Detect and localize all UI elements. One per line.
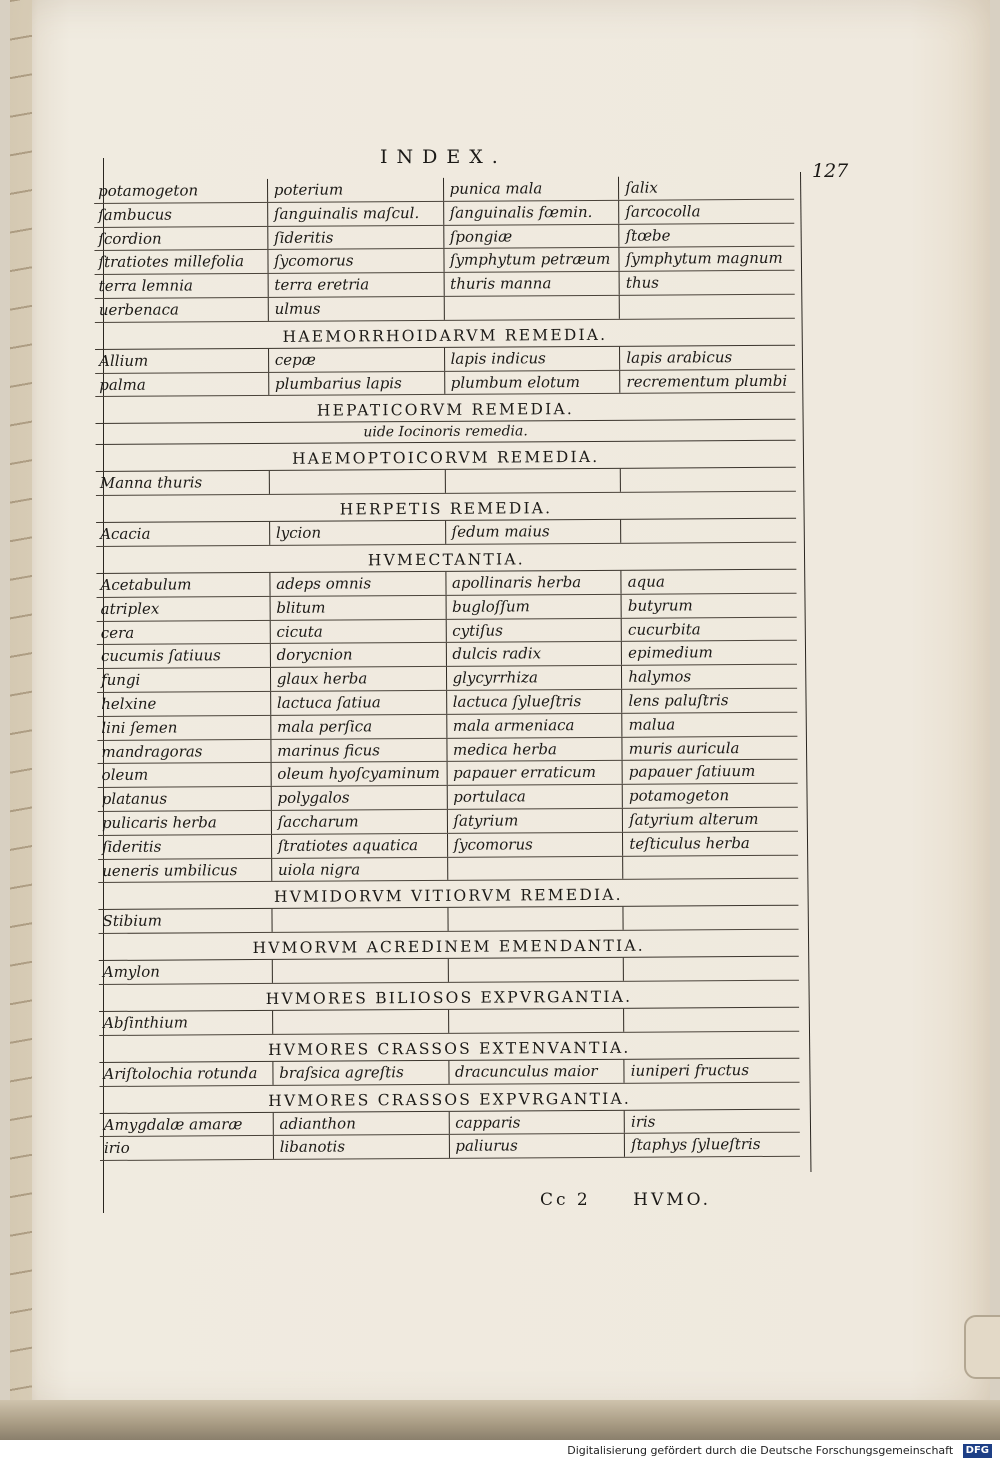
table-cell: ſymphytum magnum (619, 247, 795, 271)
credit-bar (0, 1440, 1000, 1462)
catchword: HVMO. (633, 1190, 712, 1210)
table-cell: ſarcocolla (618, 200, 794, 224)
table-cell: Abſinthium (103, 1013, 189, 1032)
table-cell: apollinaris herba (445, 571, 621, 595)
table-cell: papauer erraticum (446, 761, 622, 785)
table-row (98, 906, 798, 934)
table-cell: malua (622, 712, 798, 736)
credit-text: Digitalisierung gefördert durch die Deutsche Forschungsgemeinschaft (567, 1444, 954, 1457)
index-section (96, 547, 798, 884)
table-cell: cucumis ſatiuus (100, 646, 221, 666)
table-cell (620, 468, 796, 492)
table-cell: halymos (621, 665, 797, 689)
table-cell: cicuta (269, 619, 445, 643)
signature-mark: Cc 2 (540, 1190, 591, 1210)
table-cell (447, 856, 623, 880)
table-cell: Acetabulum (100, 575, 192, 594)
table-cell: ſanguinalis maſcul. (267, 202, 443, 226)
section-title: HVMORES CRASSOS EXPVRGANTIA. (100, 1086, 800, 1113)
table-cell: Stibium (102, 911, 162, 931)
index-section (95, 397, 795, 445)
running-header: INDEX. (380, 146, 507, 168)
index-section (96, 496, 796, 547)
table-cell: Ariſtolochia rotunda (103, 1063, 258, 1083)
table-row (100, 1133, 800, 1161)
page-corner (964, 1315, 1000, 1379)
table-cell: platanus (101, 789, 168, 809)
table-cell: punica mala (442, 177, 618, 201)
table-cell: lapis indicus (444, 347, 620, 371)
table-cell: adeps omnis (269, 572, 445, 596)
table-cell: mandragoras (101, 741, 203, 761)
section-title: HVMORES CRASSOS EXTENVANTIA. (99, 1035, 799, 1062)
table-cell: marinus ficus (270, 738, 446, 762)
section-title: HVMIDORVM VITIORVM REMEDIA. (98, 883, 798, 910)
table-cell (623, 1008, 799, 1032)
table-cell: adianthon (272, 1111, 448, 1135)
table-cell: libanotis (273, 1135, 449, 1159)
table-cell (622, 855, 798, 879)
table-cell (272, 1010, 448, 1034)
table-cell: thuris manna (443, 272, 619, 296)
table-cell: blitum (269, 596, 445, 620)
table-cell (623, 906, 799, 930)
table-cell: ſaccharum (271, 810, 447, 834)
footer (540, 1190, 711, 1210)
table-cell: oleum hyoſcyaminum (270, 762, 446, 786)
table-cell: polygalos (270, 786, 446, 810)
table-row (99, 957, 799, 985)
table-cell: capparis (448, 1110, 624, 1134)
table-cell: pulicaris herba (101, 813, 217, 832)
table-cell: ulmus (267, 297, 443, 321)
table-cell: potamogeton (622, 784, 798, 808)
table-cell: cera (100, 623, 135, 642)
folio-number: 127 (812, 160, 849, 182)
table-cell: ſambucus (98, 205, 173, 224)
table-cell: paliurus (448, 1134, 624, 1158)
page-bottom-edge (0, 1400, 1000, 1440)
index-section (98, 883, 798, 934)
table-cell: ſcordion (98, 229, 162, 248)
table-cell: Amygdalæ amaræ (103, 1114, 243, 1134)
table-cell: ſycomorus (446, 833, 622, 857)
table-cell: teſticulus herba (622, 831, 798, 855)
section-title: HVMORVM ACREDINEM EMENDANTIA. (99, 934, 799, 961)
table-cell: lini ſemen (101, 718, 178, 737)
table-cell: cytiſus (445, 618, 621, 642)
table-row (95, 369, 795, 397)
table-cell: ſalix (618, 176, 794, 200)
table-cell: muris auricula (622, 736, 798, 760)
section-title: HERPETIS REMEDIA. (96, 496, 796, 523)
table-cell: portulaca (446, 785, 622, 809)
table-cell: lactuca ſylueſtris (446, 690, 622, 714)
table-cell: ſycomorus (267, 249, 443, 273)
table-cell: irio (103, 1139, 130, 1158)
section-cross-reference: uide Iocinoris remedia. (95, 420, 795, 445)
table-cell: lactuca ſatiua (270, 691, 446, 715)
table-cell (619, 295, 795, 319)
table-row (96, 519, 796, 547)
table-cell: bugloſſum (445, 595, 621, 619)
table-cell: Acacia (100, 524, 151, 544)
table-cell: braſsica agreſtis (272, 1061, 448, 1085)
table-cell: glaux herba (270, 667, 446, 691)
table-cell: potamogeton (98, 181, 199, 200)
table-cell: ſtratiotes millefolia (98, 252, 245, 272)
section-title: HAEMORRHOIDARVM REMEDIA. (95, 323, 795, 350)
table-cell: mala perſica (270, 715, 446, 739)
table-cell: lens paluſtris (621, 689, 797, 713)
table-cell: medica herba (446, 737, 622, 761)
table-cell: butyrum (621, 593, 797, 617)
table-cell: ſideritis (102, 837, 162, 856)
table-cell (448, 1009, 624, 1033)
table-cell (447, 958, 623, 982)
table-cell: poterium (267, 178, 443, 202)
table-cell: plumbum elotum (444, 370, 620, 394)
index-table (94, 176, 800, 1161)
section-title: HVMORES BILIOSOS EXPVRGANTIA. (99, 985, 799, 1012)
table-cell: dracunculus maior (448, 1059, 624, 1083)
table-cell: ueneris umbilicus (102, 860, 238, 880)
table-cell (444, 469, 620, 493)
table-cell: iuniperi fructus (624, 1058, 800, 1082)
index-section (95, 323, 795, 398)
section-title: HAEMOPTOICORVM REMEDIA. (96, 445, 796, 472)
table-cell: ſpongiæ (443, 224, 619, 248)
table-cell: ſtratiotes aquatica (271, 834, 447, 858)
table-cell: ſtœbe (619, 223, 795, 247)
table-cell (271, 908, 447, 932)
table-row (98, 855, 798, 883)
section-title: HVMECTANTIA. (96, 547, 796, 574)
table-cell: oleum (101, 766, 149, 785)
table-cell: ſideritis (267, 225, 443, 249)
table-cell: iris (624, 1109, 800, 1133)
index-section (99, 1035, 799, 1086)
table-cell: lycion (269, 521, 445, 545)
table-cell (620, 519, 796, 543)
table-cell: ſymphytum petræum (443, 248, 619, 272)
table-cell: lapis arabicus (619, 346, 795, 370)
table-cell: terra lemnia (98, 276, 193, 296)
table-cell: uiola nigra (271, 857, 447, 881)
table-cell (269, 470, 445, 494)
table-cell: ſedum maius (445, 520, 621, 544)
table-cell: ſtaphys ſylueſtris (624, 1133, 800, 1157)
section-title: HEPATICORVM REMEDIA. (95, 397, 795, 424)
table-cell: ſanguinalis fœmin. (443, 201, 619, 225)
table-cell: Manna thuris (99, 473, 203, 493)
table-cell (447, 907, 623, 931)
table-cell: recrementum plumbi (619, 369, 795, 393)
table-cell: cucurbita (621, 617, 797, 641)
table-row (96, 468, 796, 496)
table-cell: helxine (101, 694, 157, 713)
table-cell: epimedium (621, 641, 797, 665)
table-cell: Allium (99, 351, 149, 370)
table-cell: uerbenaca (98, 300, 179, 319)
index-section (99, 934, 799, 985)
table-cell: ſatyrium alterum (622, 808, 798, 832)
table-row (95, 295, 795, 323)
binding-edge (10, 0, 32, 1410)
table-row (99, 1008, 799, 1036)
table-cell (623, 957, 799, 981)
table-cell: dulcis radix (445, 642, 621, 666)
continued-entries (94, 176, 795, 323)
table-cell: fungi (101, 670, 141, 690)
table-cell: cepæ (268, 348, 444, 372)
table-cell: papauer ſatiuum (622, 760, 798, 784)
table-cell: terra eretria (267, 273, 443, 297)
index-section (96, 445, 796, 496)
table-cell: glycyrrhiza (445, 666, 621, 690)
table-cell: palma (99, 375, 146, 394)
index-section (100, 1086, 800, 1161)
table-cell: thus (619, 271, 795, 295)
table-cell: Amylon (102, 962, 160, 982)
table-cell (443, 296, 619, 320)
index-section (99, 985, 799, 1036)
table-cell: dorycnion (270, 643, 446, 667)
dfg-logo: DFG (963, 1444, 992, 1458)
table-cell: aqua (621, 570, 797, 594)
table-row (99, 1058, 799, 1086)
table-cell: ſatyrium (446, 809, 622, 833)
table-cell: plumbarius lapis (268, 371, 444, 395)
table-cell: mala armeniaca (446, 714, 622, 738)
table-cell: atriplex (100, 599, 160, 618)
table-cell (272, 959, 448, 983)
